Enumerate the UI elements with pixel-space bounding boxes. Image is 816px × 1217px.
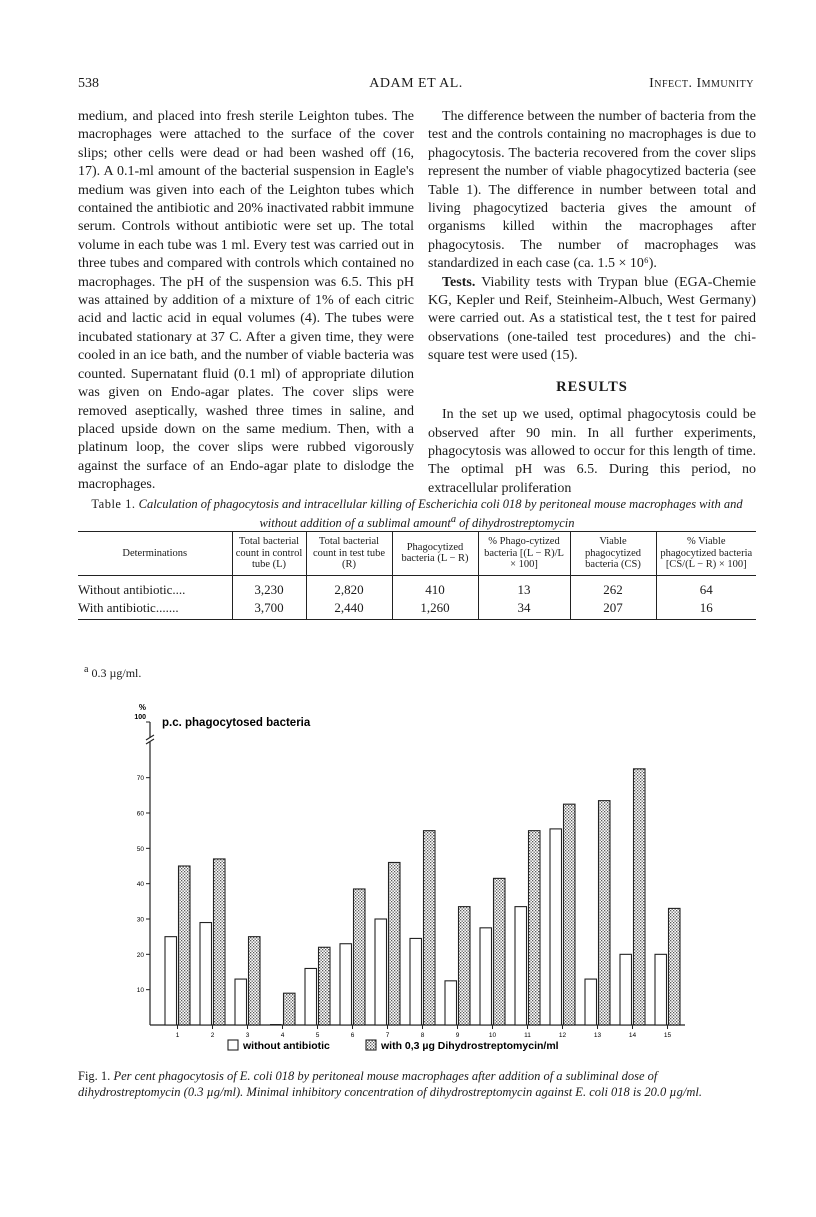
bar-without-antibiotic <box>200 923 212 1025</box>
y-unit-label: % <box>138 703 146 712</box>
x-tick-label: 7 <box>385 1032 390 1039</box>
x-tick-label: 1 <box>175 1032 180 1039</box>
bar-with-antibiotic <box>459 907 471 1025</box>
header-control-count: Total bacterial count in control tube (L) <box>232 532 306 576</box>
bar-without-antibiotic <box>410 938 422 1025</box>
bar-without-antibiotic <box>655 954 667 1025</box>
table-footnote <box>84 664 141 681</box>
header-viable: Viable phagocytized bacteria (CS) <box>570 532 656 576</box>
bar-with-antibiotic <box>319 947 331 1025</box>
bar-without-antibiotic <box>165 937 177 1025</box>
figure-caption-text: Per cent phagocytosis of E. coli 018 by peritoneal mouse macrophages after addition of a subliminal dose of dihydrostreptomycin (0.3 µg/ml). Minimal inhibitory concentration of dihydrostreptomycin against E. coli 018 is 20.0 µg/ml. <box>78 1069 702 1099</box>
phagocytosis-bar-chart <box>130 700 730 1060</box>
x-tick-label: 11 <box>524 1032 531 1039</box>
bar-with-antibiotic <box>354 889 366 1025</box>
bar-without-antibiotic <box>515 907 527 1025</box>
table-caption-sup: a <box>450 514 457 525</box>
header-phagocytized: Phagocytized bacteria (L − R) <box>392 532 478 576</box>
x-tick-label: 5 <box>315 1032 320 1039</box>
left-column <box>78 108 414 495</box>
bar-without-antibiotic <box>585 979 597 1025</box>
y-tick-label: 30 <box>136 916 144 924</box>
bar-with-antibiotic <box>564 804 576 1025</box>
table-cell: 3,230 <box>232 575 306 599</box>
bar-with-antibiotic <box>529 831 541 1025</box>
x-tick-label: 13 <box>593 1032 602 1039</box>
table-cell: 3,700 <box>232 599 306 620</box>
right-column <box>428 108 756 498</box>
bar-with-antibiotic <box>214 859 226 1025</box>
footnote-text: 0.3 µg/ml. <box>88 666 142 680</box>
bar-with-antibiotic <box>634 769 646 1025</box>
legend-swatch-without <box>228 1040 238 1050</box>
y-tick-label: 50 <box>136 845 144 853</box>
bar-without-antibiotic <box>340 944 352 1025</box>
legend-label-with: with 0,3 µg Dihydrostreptomycin/ml <box>381 1040 559 1052</box>
running-header <box>78 76 754 96</box>
bar-with-antibiotic <box>284 993 296 1025</box>
bar-with-antibiotic <box>249 937 261 1025</box>
figure-label: Fig. 1. <box>78 1069 111 1083</box>
bar-with-antibiotic <box>424 831 436 1025</box>
x-tick-label: 2 <box>210 1032 215 1039</box>
tests-paragraph <box>428 274 756 366</box>
table-cell: 2,820 <box>306 575 392 599</box>
table-caption-end: of dihydrostreptomycin <box>456 516 575 531</box>
header-pct-viable: % Viable phagocytized bacteria [CS/(L − R) × 100] <box>656 532 756 576</box>
y-tick-label: 70 <box>136 775 144 783</box>
table-cell: 16 <box>656 599 756 620</box>
y-tick-label: 40 <box>136 881 144 889</box>
bar-without-antibiotic <box>375 919 387 1025</box>
table-cell: 2,440 <box>306 599 392 620</box>
x-tick-label: 3 <box>245 1032 250 1039</box>
y-tick-label: 20 <box>136 951 144 959</box>
bar-with-antibiotic <box>179 866 191 1025</box>
header-test-count: Total bacterial count in test tube (R) <box>306 532 392 576</box>
table-cell: Without antibiotic.... <box>78 581 186 597</box>
header-pct-phagocytized: % Phago-cytized bacteria [(L − R)/L × 100] <box>478 532 570 576</box>
table-cell: 13 <box>478 575 570 599</box>
page-number: 538 <box>78 76 99 91</box>
bar-with-antibiotic <box>599 801 611 1025</box>
bar-without-antibiotic <box>305 968 317 1025</box>
bar-without-antibiotic <box>445 981 457 1025</box>
bar-without-antibiotic <box>235 979 247 1025</box>
legend-swatch-with <box>366 1040 376 1050</box>
table-caption: Calculation of phagocytosis and intracellular killing of Escherichia coli 018 by peritoneal mouse macrophages with and without addition of a sublimal amount <box>138 497 743 531</box>
table-cell: 64 <box>656 575 756 599</box>
bar-without-antibiotic <box>620 954 632 1025</box>
chart-title: p.c. phagocytosed bacteria <box>162 717 311 729</box>
x-tick-label: 15 <box>663 1032 672 1039</box>
tests-body: Viability tests with Trypan blue (EGA-Chemie KG, Kepler und Reif, Steinheim-Albuch, West Germany) were carried out. As a statistical test, the t test for paired observations (one-tailed test procedures) and the chi-square test were used (15). <box>428 274 756 364</box>
footnote-mark: a <box>84 664 89 675</box>
x-tick-label: 6 <box>350 1032 355 1039</box>
x-tick-label: 8 <box>420 1032 425 1039</box>
table-cell: 207 <box>570 599 656 620</box>
results-heading: RESULTS <box>556 378 628 395</box>
y-top-tick-label: 100 <box>134 714 146 721</box>
tests-heading: Tests. <box>442 274 476 290</box>
bar-with-antibiotic <box>669 908 681 1025</box>
results-paragraph: In the set up we used, optimal phagocytosis could be observed after 90 min. In all further experiments, phagocytosis was allowed to occur for this length of time. The optimal pH was 6.5. During this period, no extracellular proliferation <box>428 407 756 496</box>
y-tick-label: 10 <box>136 987 144 995</box>
bar-with-antibiotic <box>494 878 506 1025</box>
table-header-row <box>78 532 756 576</box>
x-tick-label: 4 <box>280 1032 285 1039</box>
x-tick-label: 12 <box>558 1032 567 1039</box>
table-row <box>78 599 756 620</box>
x-tick-label: 14 <box>628 1032 637 1039</box>
legend-label-without: without antibiotic <box>243 1040 330 1052</box>
table-title <box>78 496 756 531</box>
bar-with-antibiotic <box>389 862 401 1025</box>
table-row <box>78 575 756 599</box>
header-determinations: Determinations <box>78 532 232 576</box>
table-cell: 1,260 <box>392 599 478 620</box>
table-cell: 410 <box>392 575 478 599</box>
table-cell: 34 <box>478 599 570 620</box>
bar-without-antibiotic <box>480 928 492 1025</box>
table-label: Table 1. <box>91 497 136 511</box>
figure-caption <box>78 1068 758 1100</box>
x-tick-label: 10 <box>488 1032 497 1039</box>
table-cell: With antibiotic....... <box>78 599 232 620</box>
x-tick-label: 9 <box>455 1032 460 1039</box>
y-tick-label: 60 <box>136 810 144 818</box>
data-table <box>78 531 756 620</box>
table-cell: 262 <box>570 575 656 599</box>
methods-paragraph: medium, and placed into fresh sterile Leighton tubes. The macrophages were attached to the surface of the cover slips; other cells were dead or had been washed off (16, 17). A 0.1-ml amount of the bacterial suspension in Eagle's medium was given into each of the Leighton tubes which contained the antibiotic and 20% inactivated rabbit immune serum. Controls without antibiotic were set up. The total volume in each tube was 1 ml. Every test was carried out in three tubes and compared with controls which contained no macrophages. The pH of the suspension was 6.5. This pH was attained by addition of a mixture of 1% of each citric acid and lactic acid in equal volumes (4). The tubes were incubated stationary at 37 C. After a given time, they were cooled in an ice bath, and the number of viable bacteria was counted. Supernatant fluid (0.1 ml) of appropriate dilution was given on Endo-agar plates. The cover slips were removed aseptically, washed three times in saline, and placed upside down on the same medium. Then, with a platinum loop, the cover slips were rubbed vigorously against the surface of an Endo-agar plate to dislodge the macrophages. <box>78 109 414 493</box>
journal-name: Infect. Immunity <box>649 76 754 91</box>
phagocytosis-paragraph: The difference between the number of bacteria from the test and the controls containing no macrophages is due to phagocytosis. The bacteria recovered from the cover slips represent the number of viable phagocytized bacteria (see Table 1). The difference in number between total and living phagocytized bacteria gives the amount of organisms killed within the macrophages after phagocytosis. The number of macrophages was standardized in each case (ca. 1.5 × 10⁶). <box>428 109 756 272</box>
bar-without-antibiotic <box>550 829 562 1025</box>
running-authors: ADAM ET AL. <box>369 76 463 91</box>
